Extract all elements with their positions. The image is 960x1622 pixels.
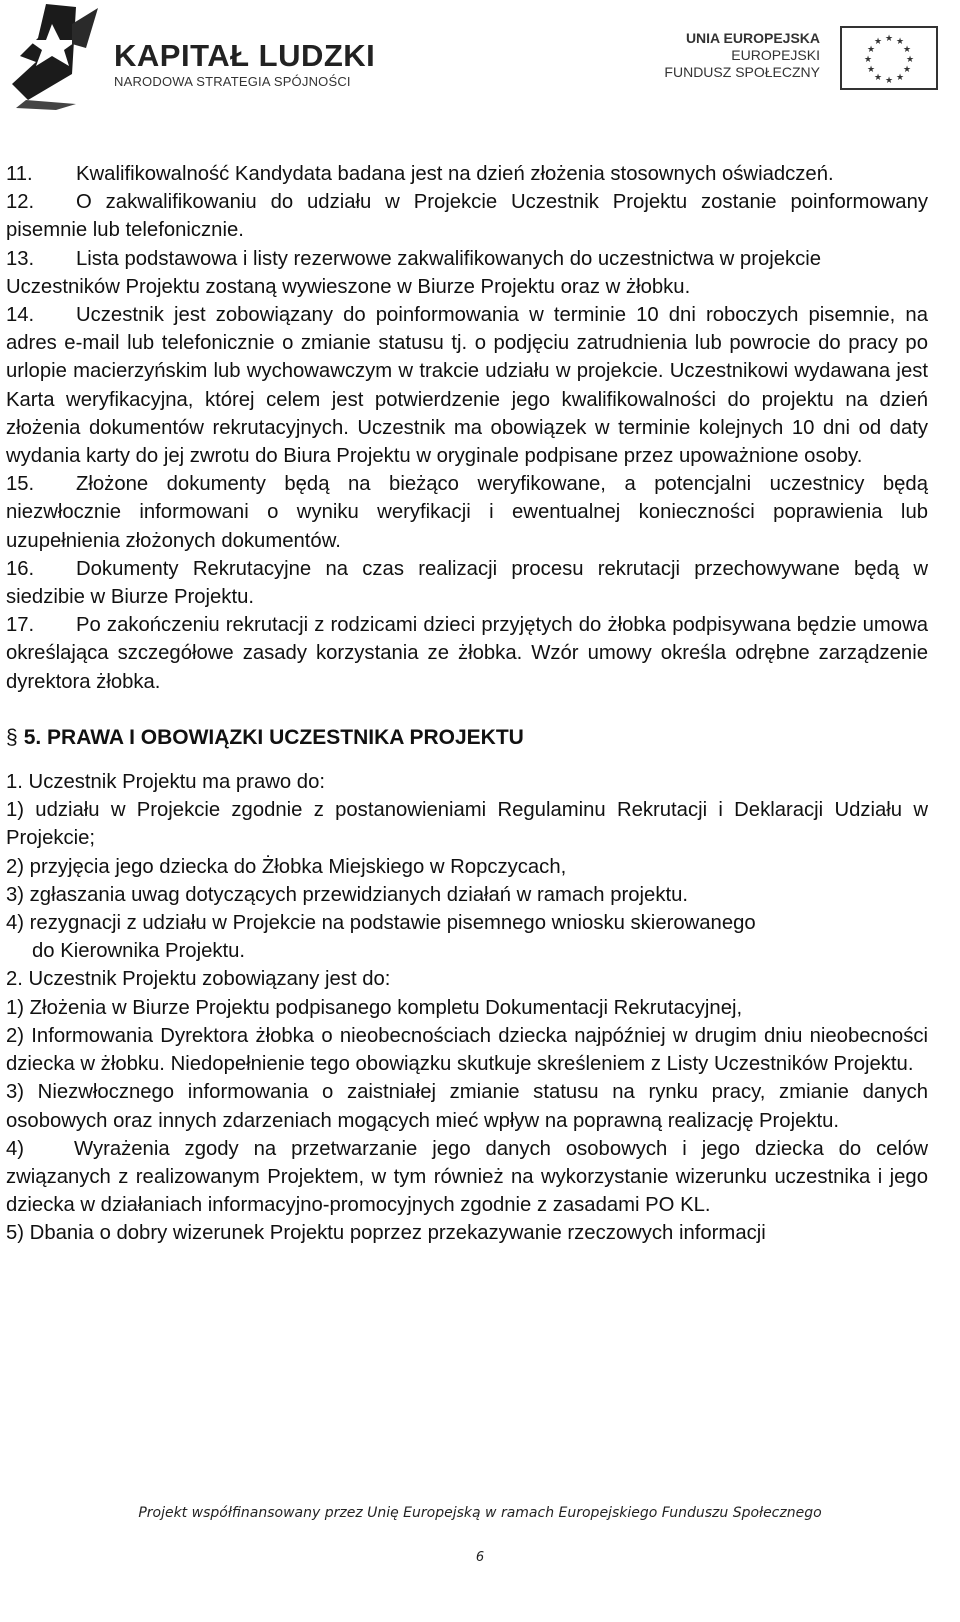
item-number: 16. [6,557,35,580]
page-footer: Projekt współfinansowany przez Unię Europejską w ramach Europejskiego Funduszu Społecznego [138,1505,822,1521]
section-title: 5. PRAWA I OBOWIĄZKI UCZESTNIKA PROJEKTU [23,725,524,749]
item-number: 15. [6,473,35,496]
item-text: Uczestnik jest zobowiązany do poinformowania w terminie 10 dni roboczych pisemnie, na adres e-mail lub telefonicznie o zmianie statusu tj. o podjęciu zatrudnienia lub powrocie do pracy po urlopie macierzyńskim lub wychowawczym w trakcie udziału w projekcie. Uczestnikowi wydawana jest Karta weryfikacyjna, której celem jest potwierdzenie jego kwalifikowalności do projektu na dzień złożenia dokumentów rekrutacyjnych. Uczestnik ma obowiązek w terminie kolejnych 10 dni od daty wydania karty do jej zwrotu do Biura Projektu w oryginale podpisane przez upoważnione osoby. [6,304,928,468]
section-heading [6,724,928,752]
eu-flag-icon [840,26,938,90]
item-text: O zakwalifikowaniu do udziału w Projekcie Uczestnik Projektu zostanie poinformowany pisemnie lub telefonicznie. [6,191,928,242]
svg-text:★: ★ [903,45,912,55]
kapital-ludzki-logo [6,4,376,114]
svg-text:★: ★ [874,73,883,83]
duties-item-2: 2) Informowania Dyrektora żłobka o nieobecnościach dziecka najpóźniej w drugim dniu nieobecności dziecka w żłobku. Niedopełnienie tego obowiązku skutkuje skreśleniem z Listy Uczestników Projektu. [6,1024,928,1076]
svg-text:★: ★ [867,45,876,55]
duties-item-1: 1) Złożenia w Biurze Projektu podpisanego kompletu Dokumentacji Rekrutacyjnej, [6,996,743,1019]
logo-subtitle: NARODOWA STRATEGIA SPÓJNOŚCI [114,74,351,89]
svg-text:★: ★ [906,55,915,65]
list-item-16 [6,555,928,611]
svg-text:★: ★ [885,76,894,86]
svg-text:★: ★ [885,34,894,44]
item-number: 4) [6,1137,25,1160]
item-text: Kwalifikowalność Kandydata badana jest na dzień złożenia stosownych oświadczeń. [76,163,834,185]
rights-item-3: 3) zgłaszania uwag dotyczących przewidzianych działań w ramach projektu. [6,883,689,906]
rights-intro: 1. Uczestnik Projektu ma prawo do: [6,771,326,794]
svg-text:★: ★ [864,55,873,65]
rights-item-4-continued: do Kierownika Projektu. [32,940,246,963]
item-number: 11. [6,163,33,185]
eu-logo-line-2: EUROPEJSKI [731,47,820,63]
list-item-13 [6,245,928,273]
list-item-15 [6,470,928,555]
list-item-12 [6,188,928,244]
rights-item-2: 2) przyjęcia jego dziecka do Żłobka Miejskiego w Ropczycach, [6,855,567,878]
duties-item-3: 3) Niezwłocznego informowania o zaistniałej zmianie statusu na rynku pracy, zmianie danych osobowych oraz innych zdarzeniach mogących mieć wpływ na poprawną realizację Projektu. [6,1081,928,1132]
eu-logo [664,26,938,96]
list-item-17 [6,611,928,696]
eu-logo-line-3: FUNDUSZ SPOŁECZNY [664,64,820,80]
item-number: 12. [6,191,35,214]
svg-text:★: ★ [903,65,912,75]
rights-item-1: 1) udziału w Projekcie zgodnie z postanowieniami Regulaminu Rekrutacji i Deklaracji Udziału w Projekcie; [6,799,928,850]
item-text: Złożone dokumenty będą na bieżąco weryfikowane, a potencjalni uczestnicy będą niezwłocznie informowani o wyniku weryfikacji i ewentualnej konieczności poprawienia lub uzupełnienia złożonych dokumentów. [6,473,928,552]
item-number: 17. [6,614,35,637]
section-symbol: § [6,725,18,749]
list-item-13-continued: Uczestników Projektu zostaną wywieszone w Biurze Projektu oraz w żłobku. [6,275,691,298]
page-number: 6 [475,1550,485,1565]
duties-item-4 [6,1135,928,1220]
kapital-ludzki-emblem-icon [6,4,106,110]
item-text: Dokumenty Rekrutacyjne na czas realizacji procesu rekrutacji przechowywane będą w siedzibie w Biurze Projektu. [6,557,928,609]
eu-logo-line-1: UNIA EUROPEJSKA [685,30,820,46]
list-item-11 [6,160,928,188]
document-body [6,160,928,1248]
svg-text:★: ★ [874,37,883,47]
item-number: 14. [6,304,35,327]
duties-item-5: 5) Dbania o dobry wizerunek Projektu poprzez przekazywanie rzeczowych informacji [6,1222,766,1245]
svg-text:★: ★ [867,65,876,75]
duties-intro: 2. Uczestnik Projektu zobowiązany jest do: [6,968,391,991]
svg-text:★: ★ [896,37,905,47]
item-text: Po zakończeniu rekrutacji z rodzicami dzieci przyjętych do żłobka podpisywana będzie umowa określająca szczegółowe zasady korzystania ze żłobka. Wzór umowy określa odrębne zarządzenie dyrektora żłobka. [6,614,928,693]
item-text: Lista podstawowa i listy rezerwowe zakwalifikowanych do uczestnictwa w projekcie [76,247,822,270]
svg-text:★: ★ [896,73,905,83]
item-number: 13. [6,247,35,270]
list-item-14 [6,301,928,470]
logo-title: KAPITAŁ LUDZKI [114,38,376,73]
item-text: Wyrażenia zgody na przetwarzanie jego danych osobowych i jego dziecka do celów związanych z realizowanym Projektem, w tym również na wykorzystanie wizerunku uczestnika i jego dziecka w działaniach informacyjno-promocyjnych zgodnie z zasadami PO KL. [6,1137,928,1217]
rights-item-4: 4) rezygnacji z udziału w Projekcie na podstawie pisemnego wniosku skierowanego [6,912,756,935]
